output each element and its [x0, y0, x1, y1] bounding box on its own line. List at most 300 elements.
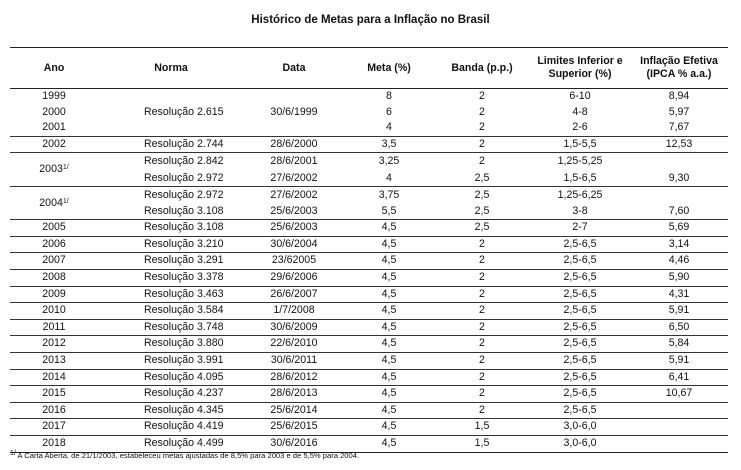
cell-norma-text: Resolução 4.419 [144, 420, 224, 433]
cell-norma-text: Resolução 4.345 [144, 403, 224, 416]
cell-norma [98, 386, 244, 403]
table-row [10, 253, 728, 270]
table-row [10, 136, 728, 153]
cell-data-text: 25/6/2003 [270, 204, 318, 217]
cell-data-text: 30/6/2009 [270, 320, 318, 333]
cell-ano [10, 236, 98, 253]
cell-meta [344, 220, 434, 237]
cell-inflacao [630, 419, 728, 436]
cell-banda-text: 2,5 [474, 221, 490, 234]
cell-meta-text: 8 [386, 90, 392, 102]
cell-banda [434, 352, 530, 369]
table-row [10, 153, 728, 170]
cell-data [244, 269, 344, 286]
cell-meta [344, 369, 434, 386]
cell-limites-text: 2,5-6,5 [563, 304, 597, 317]
table-row [10, 303, 728, 320]
cell-inflacao-text: 12,53 [665, 137, 693, 150]
cell-ano-text: 2003 [39, 163, 63, 176]
cell-limites [530, 253, 630, 270]
cell-banda-text: 2 [479, 287, 485, 300]
cell-meta-text: 3,75 [378, 188, 400, 201]
cell-ano [10, 286, 98, 303]
cell-norma-text: Resolução 4.237 [144, 387, 224, 400]
cell-norma [98, 120, 244, 136]
cell-banda-text: 2 [479, 353, 485, 366]
header-inflacao-line2: (IPCA % a.a.) [646, 68, 712, 80]
cell-norma-text: Resolução 2.972 [144, 188, 224, 201]
cell-limites-text: 3-8 [572, 204, 588, 217]
header-banda: Banda (p.p.) [434, 48, 530, 89]
cell-norma-text: Resolução 3.748 [144, 320, 224, 333]
cell-data [244, 203, 344, 220]
cell-banda [434, 105, 530, 121]
cell-data-text: 30/6/2016 [270, 436, 318, 449]
cell-meta-text: 4,5 [381, 403, 397, 416]
cell-ano [10, 153, 98, 186]
cell-inflacao-text: 4,31 [668, 287, 690, 300]
cell-data [244, 435, 344, 452]
cell-data [244, 402, 344, 419]
cell-data [244, 303, 344, 320]
cell-meta [344, 236, 434, 253]
cell-banda [434, 286, 530, 303]
cell-data-text: 27/6/2002 [270, 171, 318, 184]
cell-limites-text: 2,5-6,5 [563, 254, 597, 267]
cell-inflacao [630, 286, 728, 303]
header-norma: Norma [98, 48, 244, 89]
cell-limites-text: 2,5-6,5 [563, 237, 597, 250]
cell-meta [344, 105, 434, 121]
cell-data-text: 23/62005 [271, 254, 317, 267]
cell-banda-text: 2 [479, 270, 485, 283]
cell-banda-text: 1,5 [474, 436, 490, 449]
cell-limites [530, 203, 630, 220]
cell-ano [10, 89, 98, 105]
cell-inflacao [630, 269, 728, 286]
cell-norma [98, 402, 244, 419]
cell-data [244, 352, 344, 369]
cell-limites-text: 4-8 [572, 105, 588, 118]
cell-limites-text: 2,5-6,5 [563, 370, 597, 383]
cell-limites-text: 2,5-6,5 [563, 270, 597, 283]
cell-banda [434, 220, 530, 237]
cell-ano-text: 2010 [42, 304, 66, 317]
table-row [10, 386, 728, 403]
cell-inflacao [630, 220, 728, 237]
cell-banda-text: 2,5 [474, 204, 490, 217]
cell-meta [344, 386, 434, 403]
cell-data [244, 386, 344, 403]
cell-norma [98, 203, 244, 220]
cell-ano [10, 303, 98, 320]
cell-data [244, 419, 344, 436]
cell-meta-text: 5,5 [381, 204, 397, 217]
cell-banda [434, 402, 530, 419]
cell-meta [344, 186, 434, 203]
cell-meta [344, 120, 434, 136]
cell-meta-text: 3,25 [378, 155, 400, 168]
cell-meta [344, 253, 434, 270]
cell-meta-text: 4 [386, 171, 392, 184]
cell-data [244, 136, 344, 153]
cell-ano-text: 2012 [42, 337, 66, 350]
cell-banda [434, 236, 530, 253]
table-row [10, 203, 728, 220]
cell-limites [530, 170, 630, 187]
cell-banda-text: 2 [479, 337, 485, 350]
cell-banda [434, 303, 530, 320]
cell-ano-text: 2002 [42, 137, 66, 150]
cell-norma [98, 186, 244, 203]
cell-inflacao-text: 3,14 [668, 237, 690, 250]
cell-data [244, 105, 344, 121]
cell-data-text: 30/6/2011 [270, 353, 318, 366]
footnote-ref-marker: 1/ [62, 164, 69, 172]
cell-inflacao-text: 6,50 [668, 320, 690, 333]
table-row [10, 186, 728, 203]
header-limites-line2: Superior (%) [548, 68, 612, 80]
cell-ano [10, 352, 98, 369]
cell-inflacao-text: 6,41 [668, 370, 690, 383]
cell-norma-text: Resolução 3.108 [144, 221, 224, 234]
cell-data [244, 286, 344, 303]
cell-meta-text: 3,5 [381, 137, 397, 150]
cell-inflacao-text: 5,69 [668, 221, 690, 234]
cell-inflacao [630, 352, 728, 369]
cell-inflacao [630, 369, 728, 386]
cell-ano-text: 2006 [42, 237, 66, 250]
cell-banda [434, 435, 530, 452]
cell-inflacao [630, 253, 728, 270]
cell-data-text: 28/6/2000 [270, 137, 318, 150]
cell-banda-text: 2 [479, 320, 485, 333]
cell-norma [98, 105, 244, 121]
cell-inflacao-text: 5,91 [668, 304, 690, 317]
cell-banda-text: 2 [479, 370, 485, 383]
cell-limites-text: 2,5-6,5 [563, 403, 597, 416]
cell-limites [530, 319, 630, 336]
cell-limites [530, 336, 630, 353]
cell-limites [530, 286, 630, 303]
cell-meta [344, 319, 434, 336]
cell-limites [530, 386, 630, 403]
cell-ano-text: 2005 [42, 221, 66, 234]
cell-banda [434, 319, 530, 336]
cell-norma [98, 269, 244, 286]
cell-inflacao-text: 7,67 [668, 121, 690, 134]
header-inflacao-line1: Inflação Efetiva [640, 55, 718, 67]
cell-inflacao [630, 319, 728, 336]
cell-data [244, 120, 344, 136]
cell-banda-text: 2 [479, 105, 485, 118]
cell-ano-text: 2000 [42, 105, 66, 118]
cell-data-text: 25/6/2003 [270, 221, 318, 234]
cell-ano [10, 402, 98, 419]
cell-banda [434, 386, 530, 403]
cell-meta-text: 4,5 [381, 353, 397, 366]
cell-meta-text: 4,5 [381, 436, 397, 449]
cell-meta [344, 203, 434, 220]
cell-limites [530, 352, 630, 369]
cell-inflacao-text: 5,91 [668, 353, 690, 366]
cell-limites [530, 419, 630, 436]
cell-ano [10, 120, 98, 136]
cell-norma-text: Resolução 2.615 [144, 105, 224, 118]
cell-limites [530, 120, 630, 136]
cell-data-text: 25/6/2015 [270, 420, 318, 433]
cell-data-text: 28/6/2013 [270, 387, 318, 400]
cell-limites [530, 89, 630, 105]
cell-limites [530, 153, 630, 170]
cell-data-text: 25/6/2014 [270, 403, 318, 416]
cell-ano [10, 105, 98, 121]
cell-inflacao [630, 303, 728, 320]
cell-limites-text: 2,5-6,5 [563, 337, 597, 350]
cell-ano [10, 319, 98, 336]
cell-inflacao [630, 203, 728, 220]
cell-meta [344, 136, 434, 153]
cell-banda [434, 203, 530, 220]
cell-limites-text: 2,5-6,5 [563, 387, 597, 400]
cell-inflacao [630, 89, 728, 105]
cell-meta [344, 170, 434, 187]
cell-limites-text: 3,0-6,0 [563, 436, 597, 449]
cell-inflacao-text: 9,30 [668, 171, 690, 184]
cell-data [244, 319, 344, 336]
cell-norma-text: Resolução 2.972 [144, 171, 224, 184]
cell-norma [98, 352, 244, 369]
table-row [10, 369, 728, 386]
cell-ano [10, 136, 98, 153]
cell-inflacao-text: 5,97 [668, 105, 690, 118]
footnote-text: A Carta Aberta, de 21/1/2003, estabeleceu metas ajustadas de 8,5% para 2003 e de 5,5% para 2004. [17, 451, 360, 460]
cell-meta-text: 4,5 [381, 337, 397, 350]
cell-limites-text: 2,5-6,5 [563, 353, 597, 366]
cell-data [244, 170, 344, 187]
footnote [10, 451, 359, 460]
cell-banda [434, 369, 530, 386]
table-row [10, 352, 728, 369]
cell-limites-text: 6-10 [569, 90, 591, 102]
cell-inflacao-text: 7,60 [668, 204, 690, 217]
cell-banda-text: 1,5 [474, 420, 490, 433]
cell-inflacao [630, 402, 728, 419]
cell-ano [10, 419, 98, 436]
cell-inflacao-text: 8,94 [668, 90, 690, 102]
header-meta: Meta (%) [344, 48, 434, 89]
table-row [10, 105, 728, 121]
cell-meta-text: 6 [386, 105, 392, 118]
cell-meta [344, 419, 434, 436]
cell-norma-text: Resolução 3.108 [144, 204, 224, 217]
cell-ano [10, 435, 98, 452]
cell-meta [344, 435, 434, 452]
cell-meta-text: 4 [386, 121, 392, 134]
cell-norma-text: Resolução 2.744 [144, 137, 224, 150]
cell-norma [98, 153, 244, 170]
cell-data [244, 220, 344, 237]
footnote-ref-marker: 1/ [62, 197, 69, 205]
header-inflacao [630, 48, 728, 89]
cell-meta-text: 4,5 [381, 287, 397, 300]
cell-ano-text: 2017 [42, 420, 66, 433]
cell-ano-text: 2015 [42, 387, 66, 400]
cell-banda [434, 120, 530, 136]
cell-limites-text: 2-7 [572, 221, 588, 234]
cell-banda-text: 2 [479, 237, 485, 250]
cell-meta-text: 4,5 [381, 420, 397, 433]
cell-norma-text: Resolução 3.210 [144, 237, 224, 250]
cell-norma [98, 170, 244, 187]
cell-banda [434, 153, 530, 170]
cell-data-text: 28/6/2001 [270, 155, 318, 168]
table-title: Histórico de Metas para a Inflação no Brasil [251, 14, 490, 26]
cell-banda [434, 269, 530, 286]
cell-inflacao-text: 5,90 [668, 270, 690, 283]
cell-norma [98, 319, 244, 336]
cell-norma [98, 286, 244, 303]
table-row [10, 319, 728, 336]
cell-limites-text: 1,25-6,25 [557, 188, 603, 201]
cell-data-text: 1/7/2008 [273, 304, 315, 317]
cell-meta [344, 352, 434, 369]
header-ano: Ano [10, 48, 98, 89]
cell-ano-text: 2008 [42, 270, 66, 283]
cell-norma-text: Resolução 3.291 [144, 254, 224, 267]
cell-ano [10, 369, 98, 386]
cell-inflacao [630, 336, 728, 353]
cell-limites-text: 1,25-5,25 [557, 155, 603, 168]
table-row [10, 220, 728, 237]
header-row [10, 48, 728, 89]
cell-norma [98, 236, 244, 253]
cell-banda-text: 2 [479, 137, 485, 150]
cell-limites-text: 2,5-6,5 [563, 287, 597, 300]
inflation-targets-table [10, 47, 728, 453]
cell-limites [530, 435, 630, 452]
cell-norma-text: Resolução 3.463 [144, 287, 224, 300]
cell-inflacao [630, 105, 728, 121]
cell-meta-text: 4,5 [381, 221, 397, 234]
cell-ano-text: 2004 [39, 196, 63, 209]
cell-data-text: 27/6/2002 [270, 188, 318, 201]
cell-ano-text: 2001 [42, 121, 66, 134]
cell-limites-text: 1,5-5,5 [563, 137, 597, 150]
header-limites [530, 48, 630, 89]
cell-banda-text: 2,5 [474, 188, 490, 201]
cell-meta-text: 4,5 [381, 387, 397, 400]
cell-limites [530, 236, 630, 253]
cell-norma [98, 419, 244, 436]
cell-norma-text: Resolução 4.095 [144, 370, 224, 383]
cell-meta [344, 269, 434, 286]
cell-limites [530, 136, 630, 153]
cell-norma [98, 136, 244, 153]
cell-banda [434, 89, 530, 105]
cell-norma [98, 336, 244, 353]
cell-meta-text: 4,5 [381, 237, 397, 250]
cell-limites-text: 3,0-6,0 [563, 420, 597, 433]
cell-banda-text: 2 [479, 403, 485, 416]
header-data: Data [244, 48, 344, 89]
cell-banda-text: 2 [479, 254, 485, 267]
cell-data [244, 186, 344, 203]
cell-inflacao-text: 10,67 [665, 387, 693, 400]
cell-banda-text: 2 [479, 155, 485, 168]
cell-meta-text: 4,5 [381, 254, 397, 267]
cell-inflacao [630, 386, 728, 403]
cell-banda-text: 2 [479, 304, 485, 317]
cell-norma-text: Resolução 3.880 [144, 337, 224, 350]
table-row [10, 419, 728, 436]
table-row [10, 120, 728, 136]
cell-inflacao [630, 435, 728, 452]
cell-limites [530, 186, 630, 203]
cell-banda [434, 253, 530, 270]
cell-ano [10, 336, 98, 353]
table-row [10, 336, 728, 353]
cell-ano [10, 220, 98, 237]
cell-ano [10, 186, 98, 219]
cell-ano-text: 2013 [42, 353, 66, 366]
cell-inflacao [630, 170, 728, 187]
cell-norma [98, 303, 244, 320]
cell-inflacao-text: 5,84 [668, 337, 690, 350]
cell-banda [434, 186, 530, 203]
cell-inflacao [630, 153, 728, 170]
cell-data [244, 253, 344, 270]
cell-ano-text: 2011 [42, 320, 66, 333]
table-row [10, 236, 728, 253]
cell-data [244, 236, 344, 253]
cell-ano-text: 1999 [42, 90, 66, 102]
cell-norma [98, 253, 244, 270]
cell-limites-text: 2-6 [572, 121, 588, 134]
cell-banda [434, 136, 530, 153]
cell-norma-text: Resolução 3.378 [144, 270, 224, 283]
cell-data-text: 28/6/2012 [270, 370, 318, 383]
cell-banda-text: 2 [479, 387, 485, 400]
cell-banda-text: 2 [479, 121, 485, 134]
cell-limites [530, 402, 630, 419]
cell-norma [98, 435, 244, 452]
cell-limites-text: 2,5-6,5 [563, 320, 597, 333]
cell-data [244, 369, 344, 386]
cell-meta-text: 4,5 [381, 270, 397, 283]
cell-meta [344, 336, 434, 353]
table-row [10, 402, 728, 419]
header-limites-line1: Limites Inferior e [537, 55, 623, 67]
cell-limites [530, 220, 630, 237]
cell-meta-text: 4,5 [381, 320, 397, 333]
cell-inflacao [630, 186, 728, 203]
cell-inflacao [630, 120, 728, 136]
cell-inflacao [630, 236, 728, 253]
cell-norma-text: Resolução 2.842 [144, 155, 224, 168]
cell-banda [434, 419, 530, 436]
cell-banda-text: 2,5 [474, 171, 490, 184]
cell-meta [344, 153, 434, 170]
cell-inflacao [630, 136, 728, 153]
cell-limites [530, 369, 630, 386]
cell-meta [344, 89, 434, 105]
cell-data-text: 29/6/2006 [270, 270, 318, 283]
cell-limites [530, 269, 630, 286]
cell-limites [530, 105, 630, 121]
cell-norma-text: Resolução 3.584 [144, 304, 224, 317]
cell-meta-text: 4,5 [381, 370, 397, 383]
